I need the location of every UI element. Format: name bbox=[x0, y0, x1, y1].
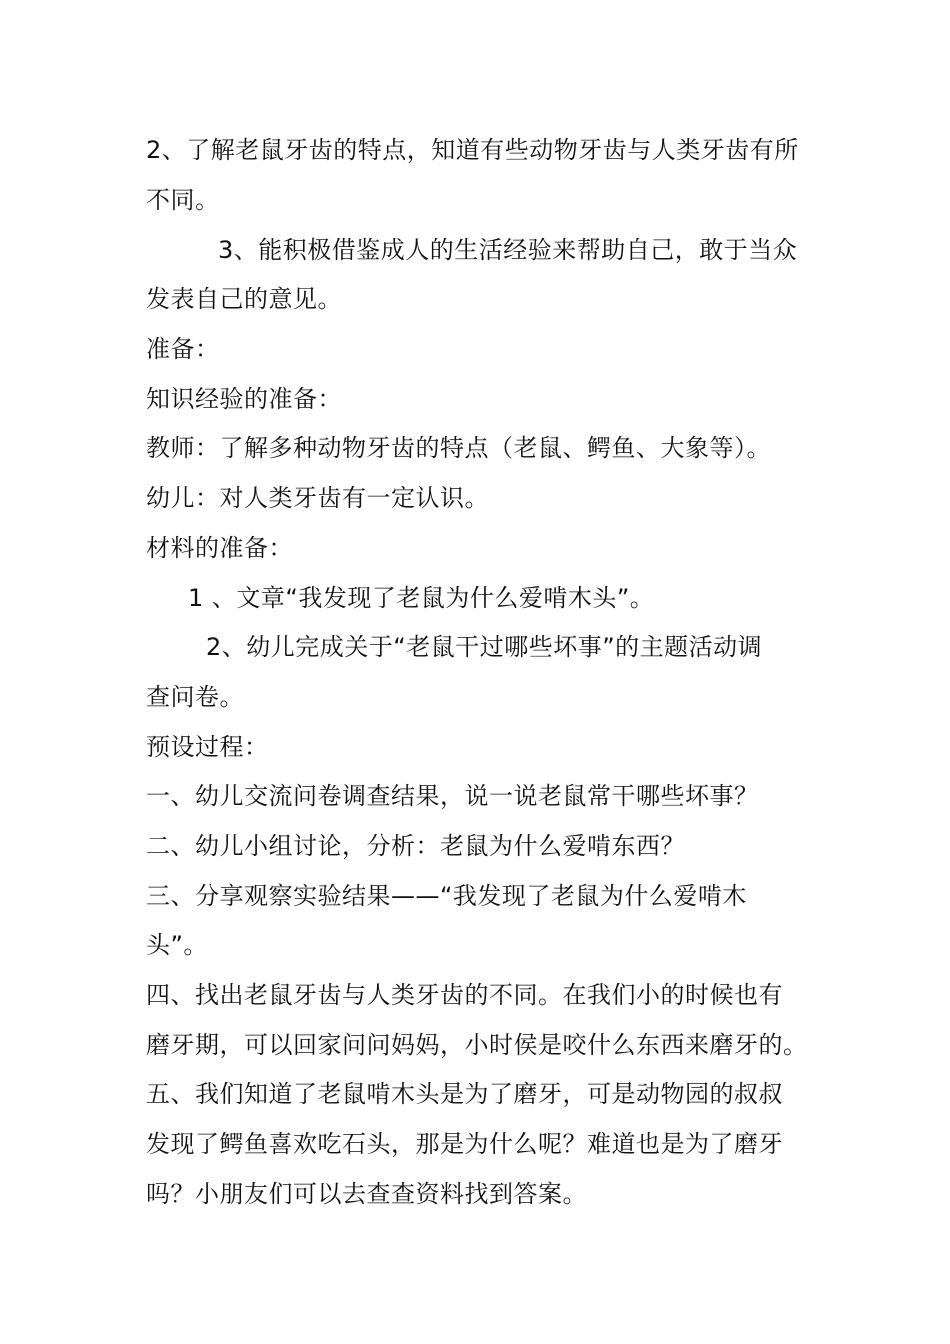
process-step-5-line-2: 发现了鳄鱼喜欢吃石头，那是为什么呢？难道也是为了磨牙 bbox=[146, 1130, 783, 1158]
process-step-2: 二、幼儿小组讨论，分析：老鼠为什么爱啃东西？ bbox=[146, 832, 685, 860]
process-step-3-line-2: 头”。 bbox=[146, 931, 208, 959]
process-step-4-line-1: 四、找出老鼠牙齿与人类牙齿的不同。在我们小的时候也有 bbox=[146, 981, 783, 1009]
process-step-5-line-1: 五、我们知道了老鼠啃木头是为了磨牙，可是动物园的叔叔 bbox=[146, 1080, 783, 1108]
process-heading: 预设过程： bbox=[146, 733, 269, 761]
knowledge-preparation-heading: 知识经验的准备： bbox=[146, 385, 342, 413]
child-preparation: 幼儿：对人类牙齿有一定认识。 bbox=[146, 484, 489, 512]
material-item-2-line-1: 2、幼儿完成关于“老鼠干过哪些坏事”的主题活动调 bbox=[206, 633, 763, 661]
preparation-heading: 准备： bbox=[146, 335, 220, 363]
process-step-4-line-2: 磨牙期，可以回家问问妈妈，小时侯是咬什么东西来磨牙的。 bbox=[146, 1031, 808, 1059]
material-item-2-line-2: 查问卷。 bbox=[146, 683, 244, 711]
material-preparation-heading: 材料的准备： bbox=[146, 534, 293, 562]
teacher-preparation: 教师：了解多种动物牙齿的特点（老鼠、鳄鱼、大象等）。 bbox=[146, 434, 771, 462]
process-step-5-line-3: 吗？小朋友们可以去查查资料找到答案。 bbox=[146, 1180, 587, 1208]
goal-2-line-2: 不同。 bbox=[146, 186, 220, 214]
process-step-1: 一、幼儿交流问卷调查结果，说一说老鼠常干哪些坏事？ bbox=[146, 782, 759, 810]
goal-2-line-1: 2、了解老鼠牙齿的特点，知道有些动物牙齿与人类牙齿有所 bbox=[146, 136, 799, 164]
goal-3-line-2: 发表自己的意见。 bbox=[146, 285, 342, 313]
goal-3-line-1: 3、能积极借鉴成人的生活经验来帮助自己，敢于当众 bbox=[218, 236, 798, 264]
material-item-1: 1 、文章“我发现了老鼠为什么爱啃木头”。 bbox=[188, 584, 655, 612]
process-step-3-line-1: 三、分享观察实验结果——“我发现了老鼠为什么爱啃木 bbox=[146, 882, 747, 910]
